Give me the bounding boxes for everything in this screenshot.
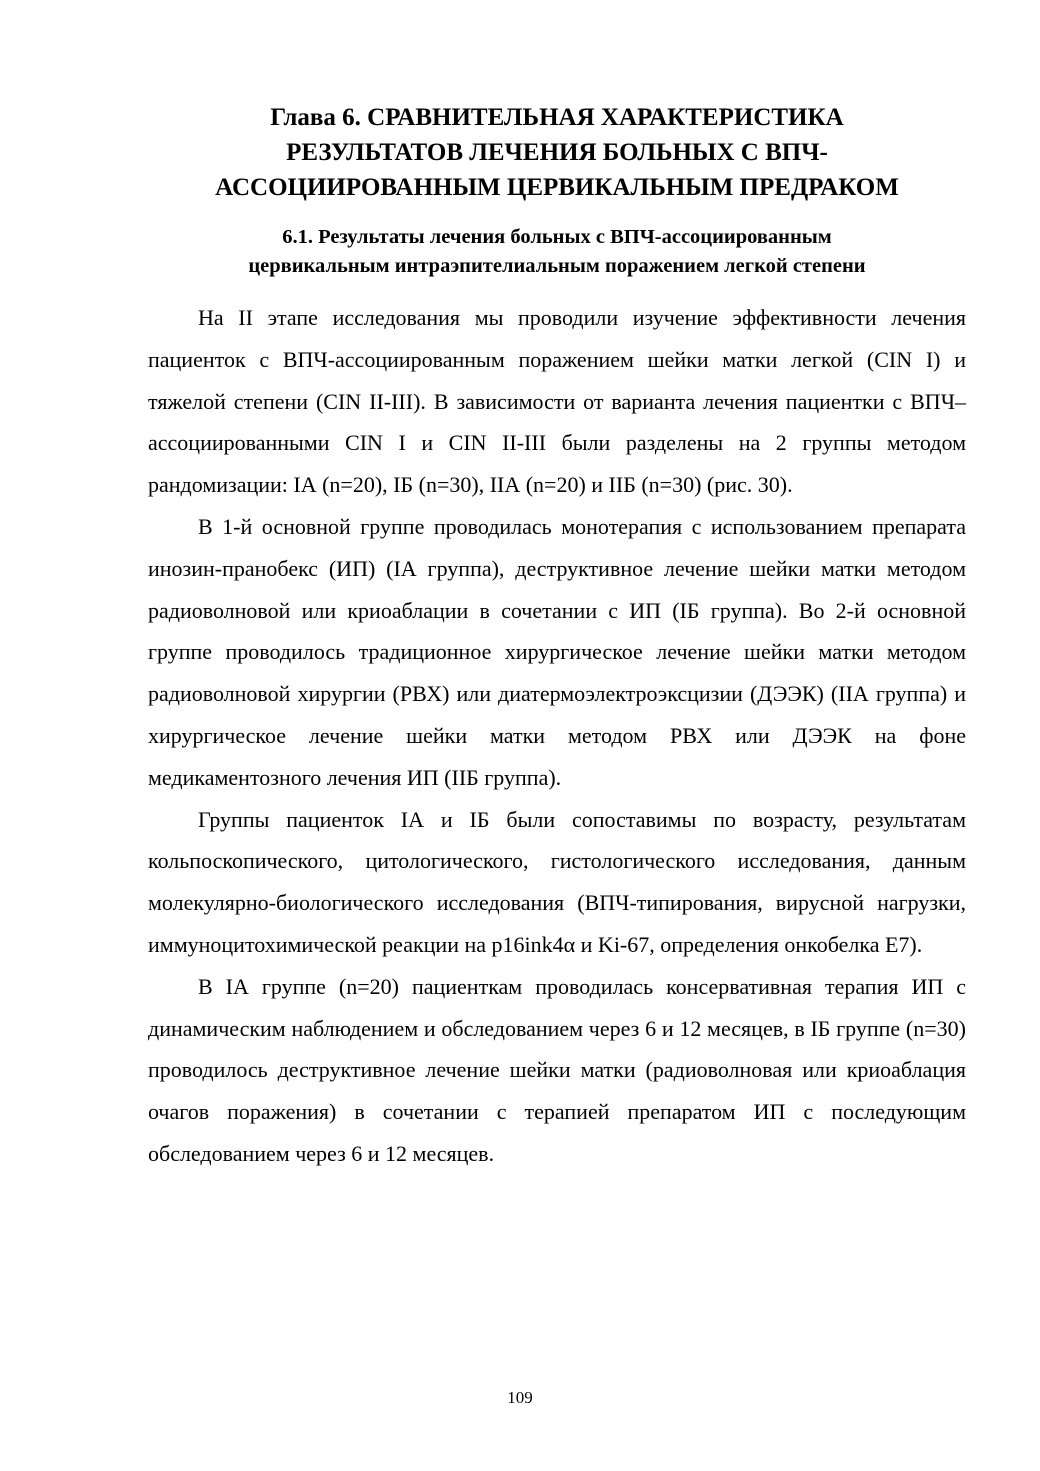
page-number: 109	[507, 1388, 533, 1407]
paragraph: Группы пациенток IА и IБ были сопоставимы по возрасту, результатам кольпоскопического, цитологического, гистологического исследования, данным молекулярно-биологического исследования (ВПЧ-типирования, вирусной нагрузки, иммуноцитохимической реакции на p16ink4α и Ki-67, определения онкобелка Е7).	[148, 806, 966, 957]
section-title-line: 6.1. Результаты лечения больных с ВПЧ-ассоциированным	[282, 226, 832, 248]
section-title-line: цервикальным интраэпителиальным поражением легкой степени	[248, 255, 866, 277]
section-title	[148, 223, 966, 281]
document-page	[148, 100, 966, 1175]
chapter-title-line: Глава 6. СРАВНИТЕЛЬНАЯ ХАРАКТЕРИСТИКА	[270, 104, 844, 131]
chapter-title-line: АССОЦИИРОВАННЫМ ЦЕРВИКАЛЬНЫМ ПРЕДРАКОМ	[215, 174, 899, 201]
paragraph: В 1-й основной группе проводилась монотерапия с использованием препарата инозин-пранобекс (ИП) (IА группа), деструктивное лечение шейки матки методом радиоволновой или криоаблации в сочетании с ИП (IБ группа). Во 2-й основной группе проводилось традиционное хирургическое лечение шейки матки методом радиоволновой хирургии (РВХ) или диатермоэлектроэксцизии (ДЭЭК) (IIА группа) и хирургическое лечение шейки матки методом РВХ или ДЭЭК на фоне медикаментозного лечения ИП (IIБ группа).	[148, 513, 966, 790]
paragraph: На II этапе исследования мы проводили изучение эффективности лечения пациенток с ВПЧ-ассоциированным поражением шейки матки легкой (CIN I) и тяжелой степени (CIN II-III). В зависимости от варианта лечения пациентки с ВПЧ–ассоциированными CIN I и CIN II-III были разделены на 2 группы методом рандомизации: IА (n=20), IБ (n=30), IIА (n=20) и IIБ (n=30) (рис. 30).	[148, 305, 966, 498]
paragraph: В IА группе (n=20) пациенткам проводилась консервативная терапия ИП с динамическим наблюдением и обследованием через 6 и 12 месяцев, в IБ группе (n=30) проводилось деструктивное лечение шейки матки (радиоволновая или криоаблация очагов поражения) в сочетании с терапией препаратом ИП с последующим обследованием через 6 и 12 месяцев.	[148, 973, 966, 1166]
chapter-title-line: РЕЗУЛЬТАТОВ ЛЕЧЕНИЯ БОЛЬНЫХ С ВПЧ-	[286, 139, 828, 166]
body-text	[148, 297, 966, 1175]
chapter-title	[148, 100, 966, 205]
